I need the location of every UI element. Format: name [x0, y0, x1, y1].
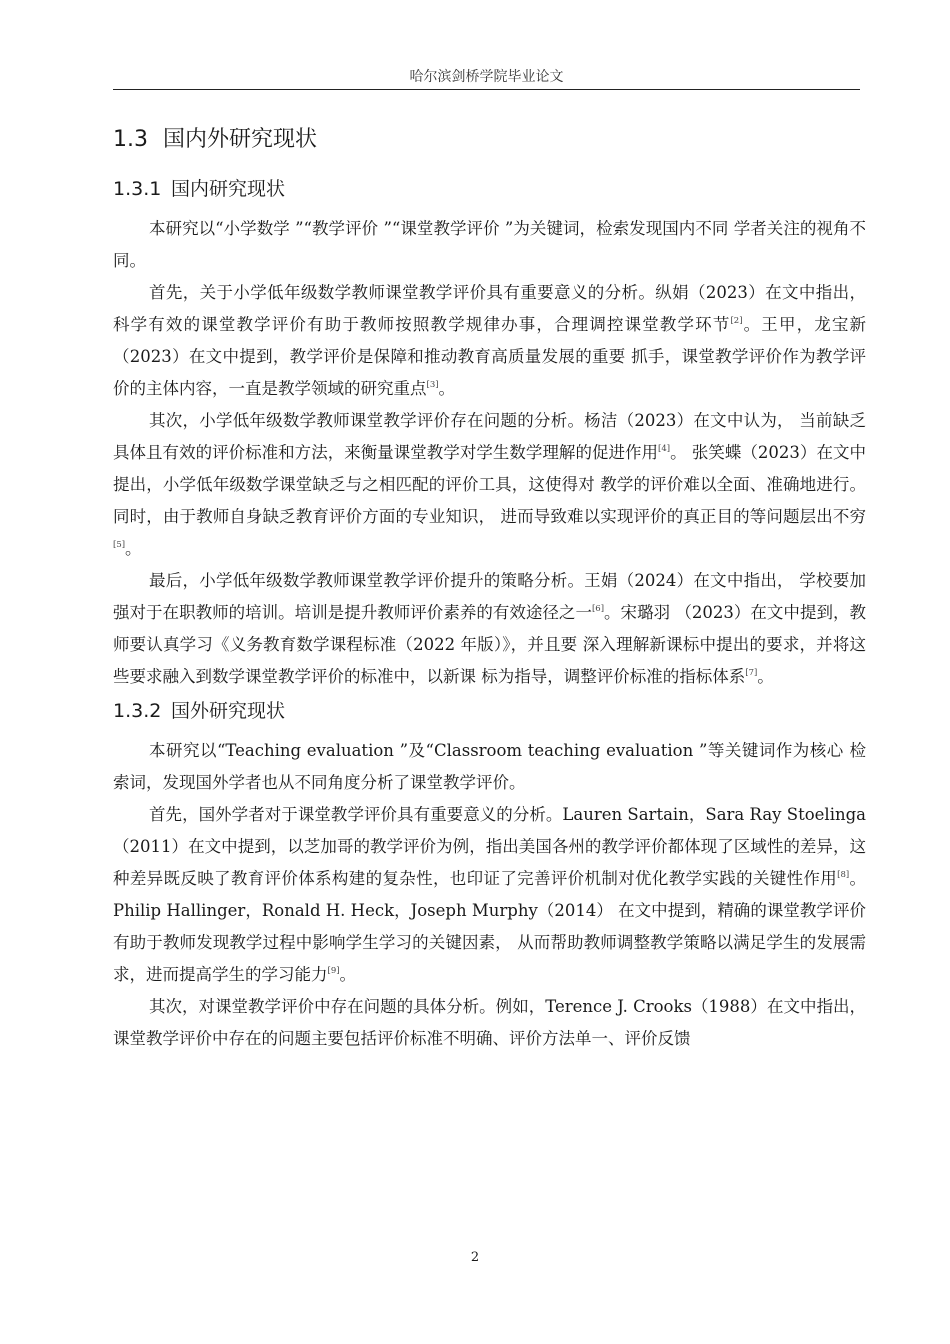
citation: [2]	[730, 316, 743, 326]
paragraph-problems	[113, 405, 866, 565]
page-number: 2	[470, 1250, 480, 1265]
citation: [6]	[591, 604, 605, 614]
subsection-heading-foreign	[113, 693, 866, 729]
paragraph-text: 。宋璐羽 （2023）在文中提到，教师要认真学习《义务教育数学课程标准（2022 年版）》，并且要 深入理解新课标中提出的要求，并将这些要求融入到数学课堂教学评价的标准中，以新课 标为指导，调整评价标准的指标体系	[113, 603, 866, 686]
paragraph-text: 。	[438, 379, 456, 398]
section-heading	[113, 120, 866, 160]
running-header: 哈尔滨剑桥学院毕业论文	[409, 69, 564, 85]
paragraph-text: 首先，关于小学低年级数学教师课堂教学评价具有重要意义的分析。纵娟（2023）在文中指出，科学有效的课堂教学评价有助于教师按照教学规律办事，合理调控课堂教学环节	[113, 283, 866, 334]
subsection-title: 国外研究现状	[171, 700, 286, 722]
paragraph-intro-domestic: 本研究以“小学数学 ”“教学评价 ”“课堂教学评价 ”为关键词，检索发现国内不同 学者关注的视角不同。	[113, 219, 866, 270]
subsection-number: 1.3.2	[113, 700, 162, 722]
citation: [4]	[658, 444, 671, 454]
paragraph-text: 首先，国外学者对于课堂教学评价具有重要意义的分析。Lauren Sartain，Sara Ray Stoelinga（2011）在文中提到，以芝加哥的教学评价为例，指出美国各州的教学评价都体现了区域性的差异，这种差异既反映了教育评价体系构建的复杂性，也印证了完善评价机制对优化教学实践的关键性作用	[113, 805, 866, 888]
paragraph-text: 。	[339, 965, 357, 984]
paragraph-text: 。王甲，龙宝新（2023）在文中提到，教学评价是保障和推动教育高质量发展的重要 抓手，课堂教学评价作为教学评价的主体内容，一直是教学领域的研究重点	[113, 315, 867, 398]
paragraph-text: 。	[757, 667, 774, 686]
paragraph-foreign-significance	[113, 799, 866, 991]
citation: [9]	[327, 966, 340, 976]
paragraph-strategies	[113, 565, 866, 693]
page-body	[113, 120, 866, 1055]
citation: [3]	[426, 380, 439, 390]
citation: [5]	[113, 540, 126, 550]
subsection-title: 国内研究现状	[171, 178, 286, 200]
paragraph-intro-foreign: 本研究以“Teaching evaluation ”及“Classroom teaching evaluation ”等关键词作为核心 检索词，发现国外学者也从不同角度分析了课堂教学评价。	[113, 741, 866, 792]
paragraph-text: 。	[125, 539, 142, 558]
header-rule	[113, 89, 860, 90]
paragraph-significance	[113, 277, 866, 405]
paragraph-text: 其次，小学低年级数学教师课堂教学评价存在问题的分析。杨洁（2023）在文中认为， 当前缺乏具体且有效的评价标准和方法，来衡量课堂教学对学生数学理解的促进作用	[113, 411, 866, 462]
citation: [8]	[837, 870, 850, 880]
paragraph-foreign-problems: 其次，对课堂教学评价中存在问题的具体分析。例如，Terence J. Crooks（1988）在文中指出，课堂教学评价中存在的问题主要包括评价标准不明确、评价方法单一、评价反馈	[113, 997, 866, 1048]
section-title: 国内外研究现状	[163, 127, 318, 152]
paragraph-text: 最后，小学低年级数学教师课堂教学评价提升的策略分析。王娟（2024）在文中指出， 学校要加强对于在职教师的培训。培训是提升教师评价素养的有效途径之一	[113, 571, 866, 622]
subsection-heading-domestic	[113, 171, 866, 207]
section-number: 1.3	[113, 127, 148, 152]
subsection-number: 1.3.1	[113, 178, 162, 200]
paragraph-text: 。 张笑蝶（2023）在文中提出，小学低年级数学课堂缺乏与之相匹配的评价工具，这使得对 教学的评价难以全面、准确地进行。同时，由于教师自身缺乏教育评价方面的专业知识， 进而导致难以实现评价的真正目的等问题层出不穷	[113, 443, 866, 526]
citation: [7]	[745, 668, 758, 678]
paragraph-text: 。Philip Hallinger，Ronald H. Heck，Joseph Murphy（2014） 在文中提到，精确的课堂教学评价有助于教师发现教学过程中影响学生学习的关键因素， 从而帮助教师调整教学策略以满足学生的发展需求，进而提高学生的学习能力	[113, 869, 867, 984]
